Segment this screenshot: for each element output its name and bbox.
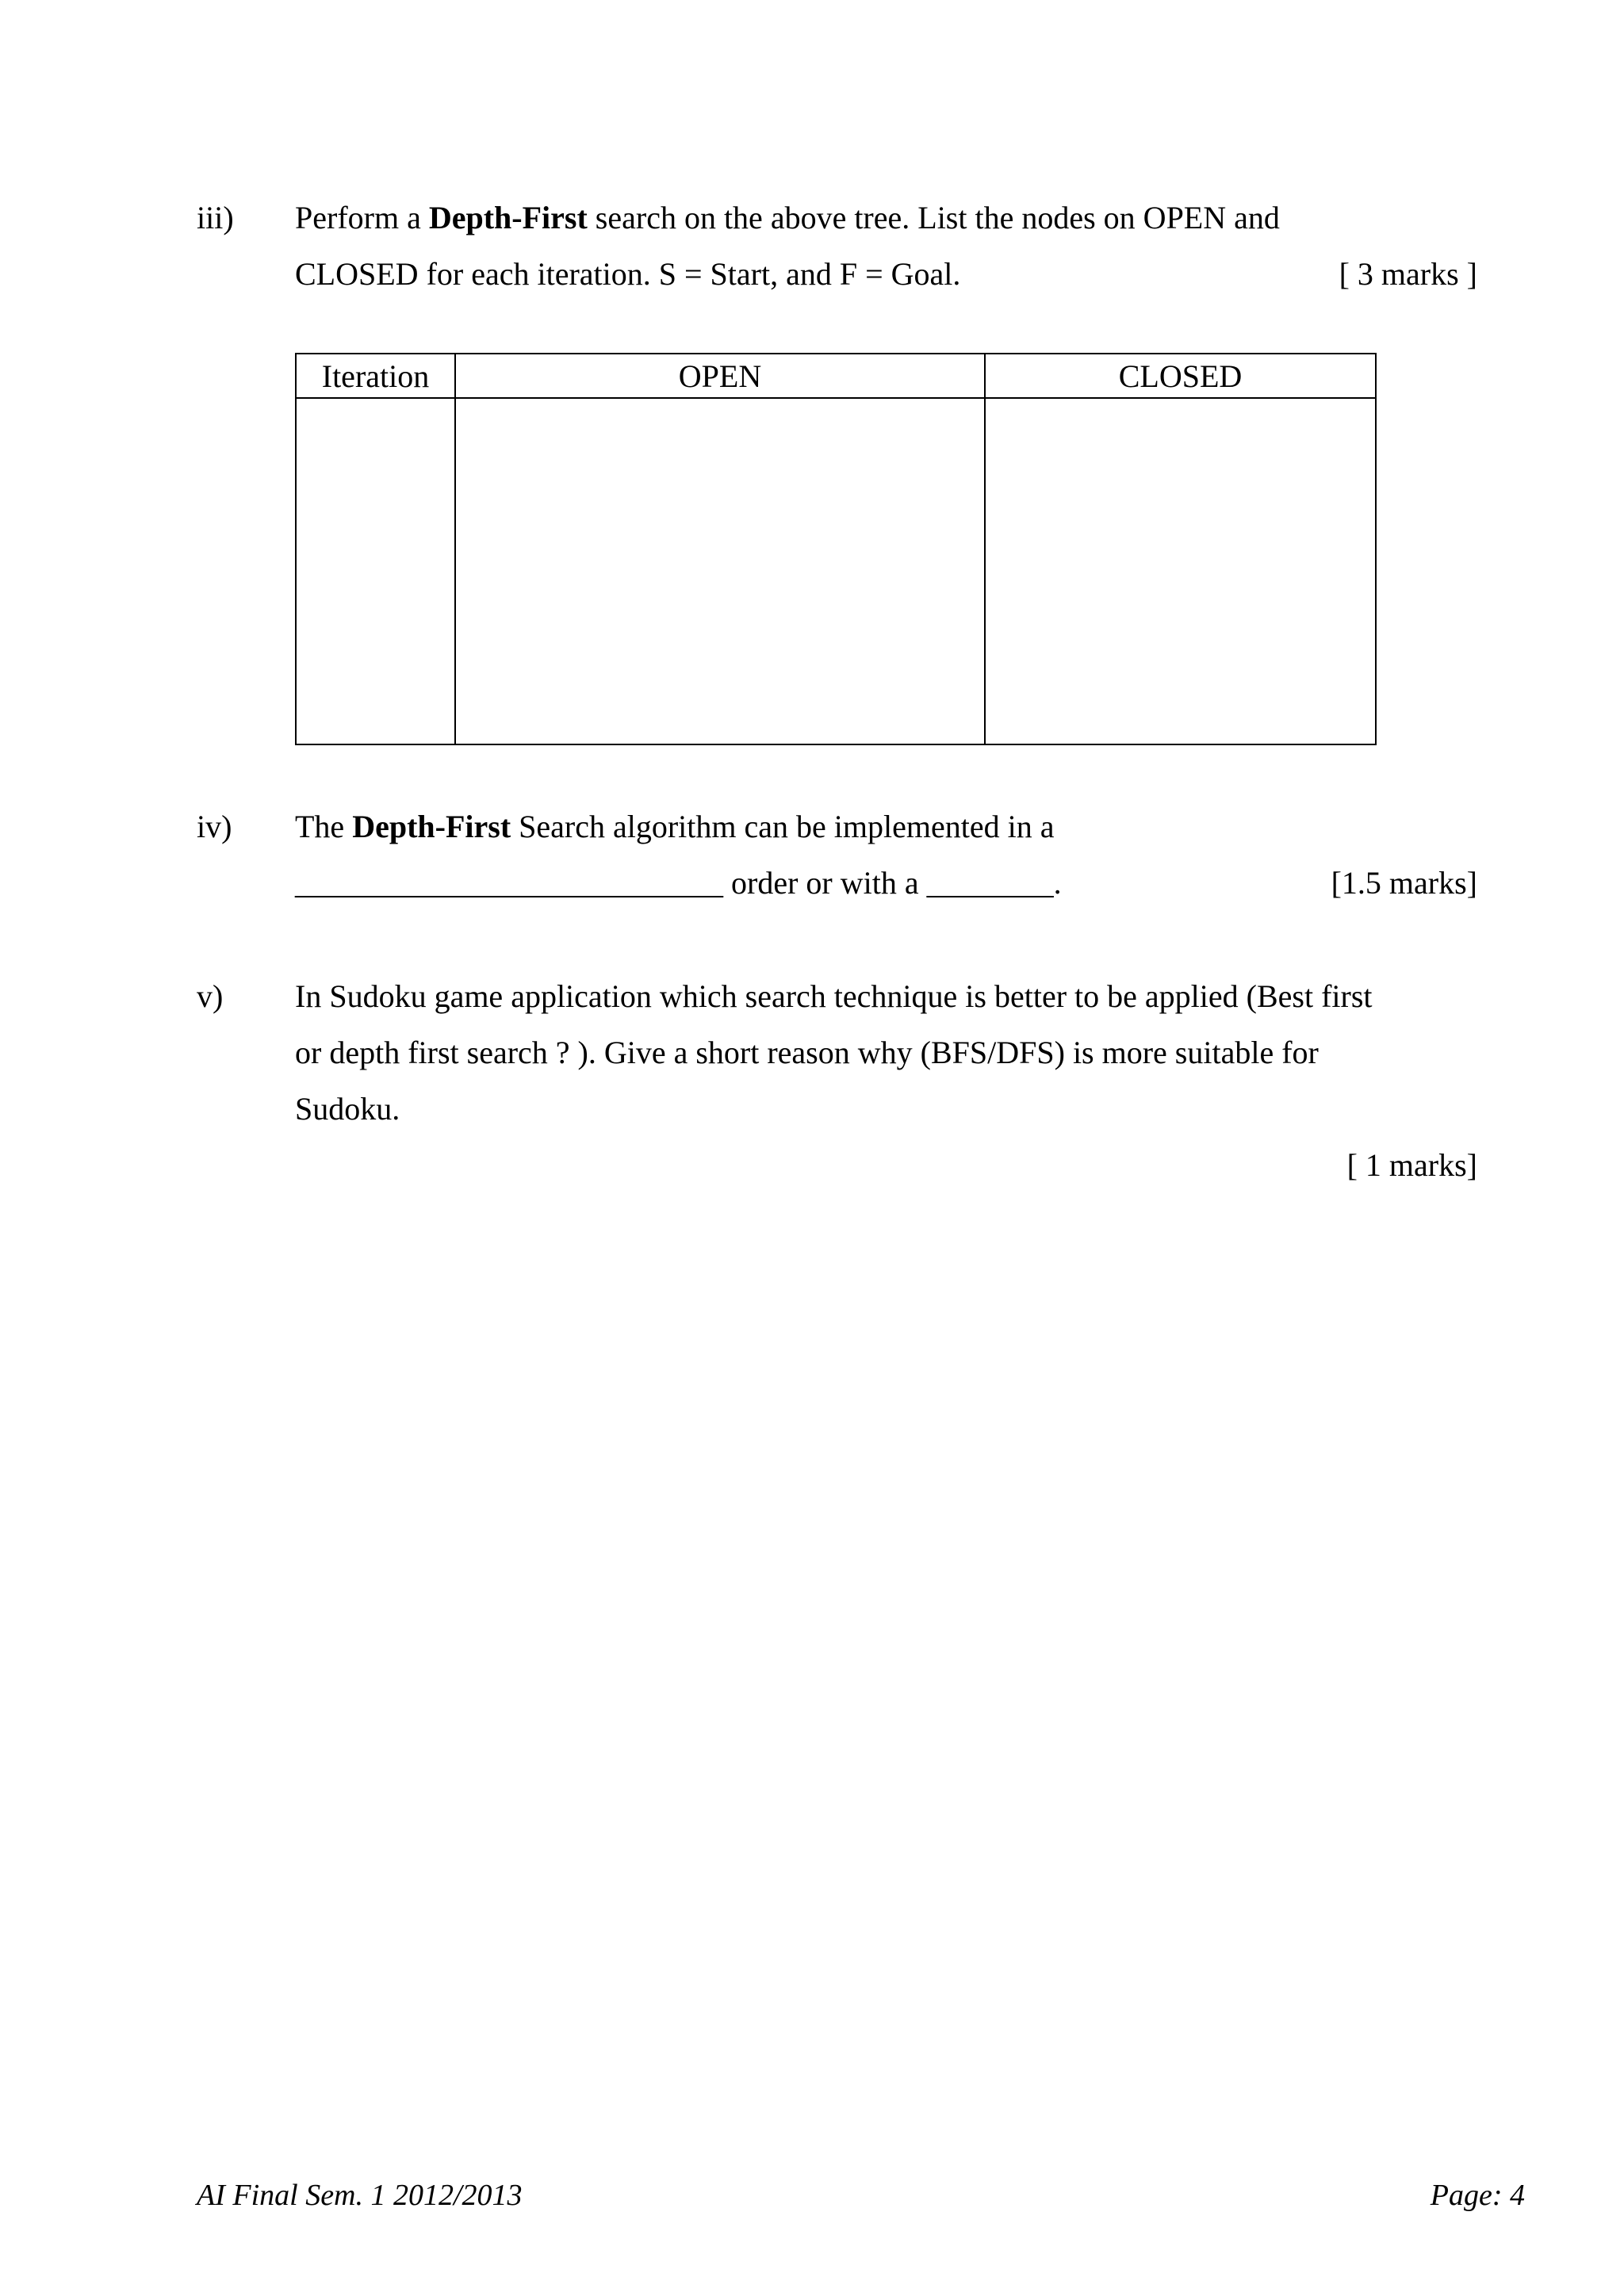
question-iv-line-1	[295, 811, 1054, 843]
closed-answer-cell[interactable]	[985, 398, 1376, 744]
question-iv-bold-term: Depth-First	[352, 809, 511, 844]
answer-table	[295, 353, 1377, 745]
question-v-line-3: Sudoku.	[295, 1091, 400, 1127]
header-open: OPEN	[455, 354, 985, 398]
question-iv-text-a: The	[295, 809, 353, 844]
question-v-marks: [ 1 marks]	[1346, 1147, 1477, 1183]
question-iii-text-a: Perform a	[295, 200, 429, 235]
footer-exam-title: AI Final Sem. 1 2012/2013	[197, 2179, 523, 2212]
header-iteration: Iteration	[296, 354, 455, 398]
question-v-line-1: In Sudoku game application which search technique is better to be applied (Best first	[295, 978, 1373, 1014]
question-iv-marks: [1.5 marks]	[1331, 865, 1477, 901]
open-answer-cell[interactable]	[455, 398, 985, 744]
header-closed: CLOSED	[985, 354, 1376, 398]
question-iii-line-2: CLOSED for each iteration. S = Start, and F = Goal.	[295, 256, 961, 292]
footer-page-number: Page: 4	[1430, 2179, 1525, 2212]
question-v-line-2: or depth first search ? ). Give a short reason why (BFS/DFS) is more suitable for	[295, 1035, 1319, 1070]
question-iii-marks: [ 3 marks ]	[1339, 256, 1477, 292]
answer-table-body-row	[296, 398, 1376, 744]
iteration-answer-cell[interactable]	[296, 398, 455, 744]
question-iii-text-b: search on the above tree. List the nodes on OPEN and	[587, 200, 1280, 235]
answer-table-header-row	[296, 354, 1376, 398]
question-number-v: v)	[197, 978, 224, 1014]
question-iii-bold-term: Depth-First	[428, 200, 588, 235]
question-iv-text-b: Search algorithm can be implemented in a	[511, 809, 1055, 844]
question-iii-line-1	[295, 202, 1280, 234]
question-iv-line-2: ___________________________ order or with a ________.	[295, 865, 1062, 901]
question-number-iii: iii)	[197, 200, 234, 235]
question-number-iv: iv)	[197, 809, 232, 844]
